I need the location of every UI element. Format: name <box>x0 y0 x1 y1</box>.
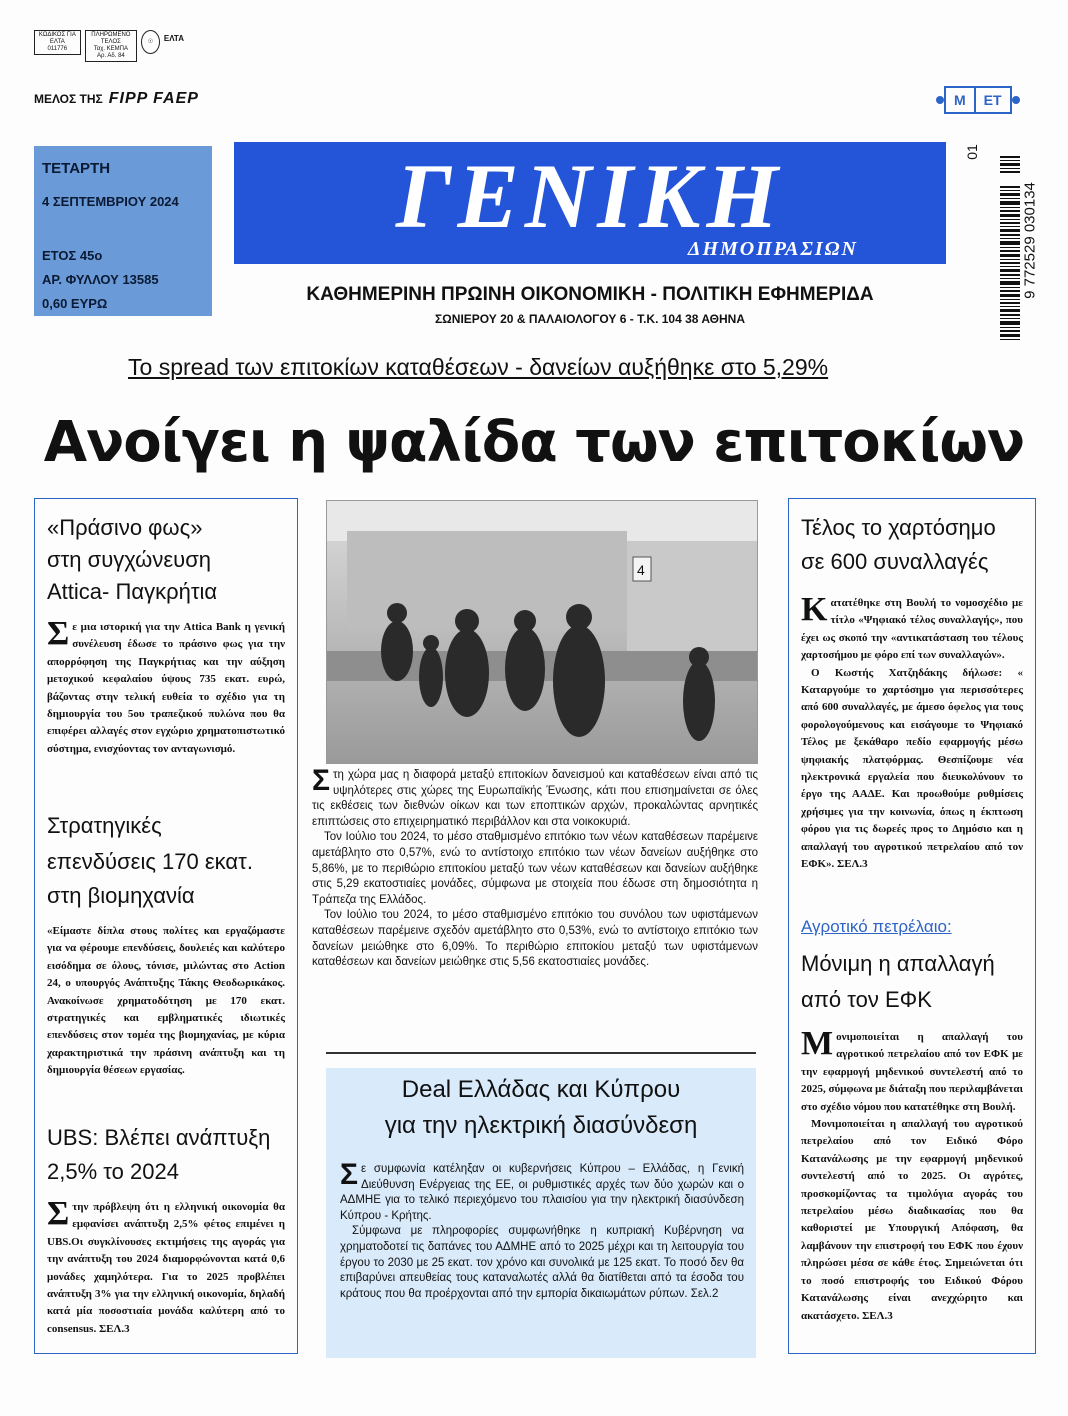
met-badge-left: Μ <box>944 86 976 114</box>
newspaper-name: ΓΕΝΙΚΗ <box>395 145 785 247</box>
permit-number: Αρ. Αδ. 84 <box>96 53 125 59</box>
main-kicker: Το spread των επιτοκίων καταθέσεων - δανείων αυξήθηκε στο 5,29% <box>128 354 829 380</box>
issue-price: 0,60 ΕΥΡΩ <box>42 296 108 311</box>
article-attica-title-1: «Πράσινο φως» <box>47 515 203 540</box>
deal-title-2: για την ηλεκτρική διασύνδεση <box>384 1112 698 1139</box>
bank-photo <box>326 500 758 764</box>
article-attica-title-3: Attica- Παγκρήτια <box>47 579 218 604</box>
article-diesel-p1: ονιμοποιείται η απαλλαγή του αγροτικού πετρελαίου από τον ΕΦΚ με την εφαρμογή μηδενικού συντελεστή από το 2025, σύμφωνα με διάταξη που περιλαμβάνεται στο σχέδιο νόμου που κατατέθηκε στη Βουλή. <box>801 1031 1023 1113</box>
met-badge <box>936 86 1020 114</box>
drop-cap: Σ <box>340 1158 359 1191</box>
membership-line <box>34 90 199 108</box>
elta-code-box <box>34 30 81 55</box>
main-article-p3: Τον Ιούλιο του 2024, το μέσο σταθμισμένο επιτόκιο του συνόλου των υφιστάμενων καταθέσεων παρέμεινε σχεδόν αμετάβλητο στο 0,53%, ενώ το αντίστοιχο επιτόκιο των δανείων μειώθηκε στο 6,09%. Το περιθώριο επιτοκίου μεταξύ των υφιστάμενων καταθέσεων και δανείων μειώθηκε στις 5,56 εκατοστιαίες μονάδες. <box>312 909 758 969</box>
article-invest-body <box>47 923 285 1080</box>
article-diesel-title-1: Μόνιμη η απαλλαγή <box>801 951 995 976</box>
masthead <box>234 142 946 264</box>
main-article-body <box>312 764 758 971</box>
deal-box <box>326 1068 756 1358</box>
article-invest-text: «Είμαστε δίπλα στους πολίτες και εργαζόμαστε για να φέρουμε επενδύσεις, δουλειές και καλύτερο εισόδημα σε όλους, τόνισε, μιλώντας στο Action 24, ο υπουργός Ανάπτυξης Τάκης Θεοδωρικάκος. Ανακοίνωσε χρηματοδότηση με 170 εκατ. στρατηγικές και εμβληματικές ιδιωτικές επενδύσεις στον τομέα της βιομηχανίας, με κύρια χαρακτηριστικά την πράσινη ανάπτυξη και τη δημιουργία θέσεων εργασίας. <box>47 925 285 1077</box>
bank-photo-image <box>327 501 757 763</box>
article-diesel-title-2: από τον ΕΦΚ <box>801 987 932 1012</box>
article-invest-title-2: επενδύσεις 170 εκατ. <box>47 849 253 874</box>
article-ubs-body <box>47 1195 285 1338</box>
met-dot-icon <box>1012 96 1020 104</box>
member-label: ΜΕΛΟΣ ΤΗΣ <box>34 92 103 106</box>
deal-title-1: Deal Ελλάδας και Κύπρου <box>401 1076 681 1103</box>
article-ubs-title-1: UBS: Βλέπει ανάπτυξη <box>47 1125 271 1150</box>
drop-cap: Σ <box>47 1195 70 1232</box>
address: ΣΩΝΙΕΡΟΥ 20 & ΠΑΛΑΙΟΛΟΓΟΥ 6 - Τ.Κ. 104 38 ΑΘΗΝΑ <box>434 312 746 326</box>
article-stamp-body <box>801 591 1023 874</box>
article-ubs-title-2: 2,5% το 2024 <box>47 1159 179 1184</box>
deal-p1: ε συμφωνία κατέληξαν οι κυβερνήσεις Κύπρου – Ελλάδας, η Γενική Διεύθυνση Ενέργειας της ΕΕ, οι ρυθμιστικές αρχές των δύο χωρών και ο ΑΔΜΗΕ για το τελικό περιεχόμενο του πλαισίου για την ηλεκτρική διασύνδεση Κύπρου - Κρήτης. <box>340 1163 744 1222</box>
met-badge-right: ΕΤ <box>976 86 1012 114</box>
barcode-number: 9 772529 030134 <box>1021 182 1039 299</box>
drop-cap: Σ <box>47 615 70 652</box>
article-ubs-text: την πρόβλεψη ότι η ελληνική οικονομία θα εμφανίσει ανάπτυξη 2,5% φέτος επιμένει η UBS.Οι συγκλίνουσες εκτιμήσεις της αγοράς για την ανάπτυξη του 2024 διαμορφώνονται κατά 0,6 μονάδες χαμηλότερα. Για το 2025 προβλέπει ανάπτυξη 3% για την ελληνική οικονομία, δηλαδή κατά μία ποσοστιαία μονάδα καλύτερη από το consensus. ΣΕΛ.3 <box>47 1201 285 1335</box>
main-article-p2: Τον Ιούλιο του 2024, το μέσο σταθμισμένο επιτόκιο των νέων καταθέσεων παρέμεινε αμετάβλητο στο 0,57%, ενώ το αντίστοιχο επιτόκιο των νέων δανείων αυξήθηκε στο 5,86%, με το περιθώριο επιτοκίου μεταξύ των νέων καταθέσεων και δανείων αυξήθηκε στις 5,29 εκατοστιαίες μονάδες, σύμφωνα με στοιχεία που έδωσε στη δημοσιότητα η Τράπεζα της Ελλάδος. <box>312 831 758 906</box>
postmark-icon: ☉ <box>141 30 160 54</box>
barcode-issue-code: 01 <box>963 144 980 160</box>
article-invest-title-3: στη βιομηχανία <box>47 883 195 908</box>
paid-fee-label: ΠΛΗΡΩΜΕΝΟ ΤΕΛΟΣ <box>91 32 131 45</box>
main-article-p1 <box>312 764 758 830</box>
fipp-faep-logo: FIPP FAEP <box>108 90 199 107</box>
drop-cap: Μ <box>801 1025 834 1062</box>
right-column <box>788 498 1036 1354</box>
postal-stamp <box>34 30 184 64</box>
article-attica-text: ε μια ιστορική για την Attica Bank η γενική συνέλευση έδωσε το πράσινο φως για την απορρόφηση της Παγκρήτιας και την αύξηση μετοχικού κεφαλαίου ύψους 735 εκατ. ευρώ, βάζοντας στην τελική ευθεία το σχέδιο για τη δημιουργία του 5ου τραπεζικού πυλώνα που θα επιφέρει αλλαγές στον εγχώριο χρηματοπιστωτικό σύστημα, ενισχύοντας τον ανταγωνισμό. <box>47 621 285 755</box>
article-stamp-title-1: Τέλος το χαρτόσημο <box>801 515 996 540</box>
article-attica-title-2: στη συγχώνευση <box>47 547 212 572</box>
met-dot-icon <box>936 96 944 104</box>
deal-body <box>340 1158 744 1302</box>
issue-day: ΤΕΤΑΡΤΗ <box>42 160 111 177</box>
barcode <box>963 140 1022 350</box>
article-attica-body <box>47 615 285 758</box>
tagline: ΚΑΘΗΜΕΡΙΝΗ ΠΡΩΙΝΗ ΟΙΚΟΝΟΜΙΚΗ - ΠΟΛΙΤΙΚΗ ΕΦΗΜΕΡΙΔΑ <box>306 284 874 305</box>
issue-year: ΕΤΟΣ 45ο <box>42 248 103 263</box>
deal-p2: Σύμφωνα με πληροφορίες συμφωνήθηκε η κυπριακή Κυβέρνηση να χρηματοδοτεί τις δαπάνες του ΑΔΜΗΕ από το 2025 μέχρι και τη λειτουργία του έργου το 2030 με 25 εκατ. τον χρόνο και συνολικά με 125 εκατ. Το ποσό δεν θα επιβαρύνει απευθείας τους καταναλωτές αλλά θα διατίθεται από τα έσοδα του κράτους που θα προέρχονται από την εμπορία δικαιωμάτων ρύπων. Σελ.2 <box>340 1225 744 1300</box>
paid-fee-box <box>85 30 137 62</box>
issue-number: ΑΡ. ΦΥΛΛΟΥ 13585 <box>42 272 159 287</box>
drop-cap: Κ <box>801 591 828 628</box>
issue-date: 4 ΣΕΠΤΕΜΒΡΙΟΥ 2024 <box>42 194 179 209</box>
drop-cap: Σ <box>312 764 331 797</box>
article-diesel-p2: Μονιμοποιείται η απαλλαγή του αγροτικού πετρελαίου από τον Ειδικό Φόρο Κατανάλωσης με την εφαρμογή μηδενικού συντελεστή από το 2025. Οι αγρότες, προσκομίζοντας τα τιμολόγια αγοράς του πετρελαίου μέσω διαδικασίας που θα καθοριστεί με Υπουργική Απόφαση, θα λαμβάνουν την επιστροφή του ΕΦΚ που έχουν πληρώσει μέσα σε κάθε έτος. Σημειώνεται ότι το ποσό επιστροφής του Ειδικού Φόρου Κατανάλωσης είναι ανεχχώρητο και ακατάσχετο. ΣΕΛ.3 <box>801 1118 1023 1322</box>
counter-sign: 4 <box>637 562 645 578</box>
section-rule <box>326 1052 756 1054</box>
issue-info-box <box>34 146 212 316</box>
left-column <box>34 498 298 1354</box>
article-stamp-p1: ατατέθηκε στη Βουλή το νομοσχέδιο με τίτλο «Ψηφιακό τέλος συναλλαγής», που έχει ως σκοπό την «αντικατάσταση του τέλους χαρτοσήμου με φόρο επί των συναλλαγών». <box>801 597 1023 662</box>
elta-code-label: ΚΩΔΙΚΟΣ ΓΙΑ ΕΛΤΑ <box>38 32 76 45</box>
article-invest-title-1: Στρατηγικές <box>47 813 162 838</box>
article-diesel-body <box>801 1025 1023 1325</box>
elta-logo: ΕΛΤΑ <box>163 34 184 43</box>
article-diesel-kicker: Αγροτικό πετρέλαιο: <box>801 917 952 936</box>
elta-code-value: 011776 <box>47 46 68 52</box>
article-stamp-title-2: σε 600 συναλλαγές <box>801 549 989 574</box>
newspaper-subtitle: ΔΗΜΟΠΡΑΣΙΩΝ <box>687 238 858 260</box>
article-stamp-p2: Ο Κωστής Χατζηδάκης δήλωσε: « Καταργούμε το χαρτόσημο για περισσότερες από 600 συναλλαγές, με άμεσο όφελος για τους φορολογούμενους και εισάγουμε το Ψηφιακό Τέλος με ξεκάθαρο πεδίο εφαρμογής μέσω ψηφιακής πλατφόρμας. Θεσπίζουμε νέα ηλεκτρονικά εργαλεία που διευκολύνουν το έργο της ΑΑΔΕ. Και προωθούμε ρυθμίσεις χρήσιμες για την κοινωνία, όπως η έκπτωση φόρου για τις δωρεές προς το Δημόσιο και η απαλλαγή του αγροτικού πετρελαίου από τον ΕΦΚ». ΣΕΛ.3 <box>801 666 1023 871</box>
main-headline: Ανοίγει η ψαλίδα των επιτοκίων <box>43 410 1025 475</box>
paid-fee-sub: Ταχ. ΚΕΜΠΑ <box>93 46 129 52</box>
main-article-p1-text: τη χώρα μας η διαφορά μεταξύ επιτοκίων δανεισμού και καταθέσεων είναι από τις υψηλότερες στις χώρες της Ευρωπαϊκής Ένωσης, κάτι που επισημαίνεται σε όλες τις εκθέσεις των διεθνών οίκων και των εποπτικών αρχών, προκαλώντας αρνητικές επιπτώσεις στο επιχειρηματικό περιβάλλον και στα νοικοκυριά. <box>312 769 758 828</box>
